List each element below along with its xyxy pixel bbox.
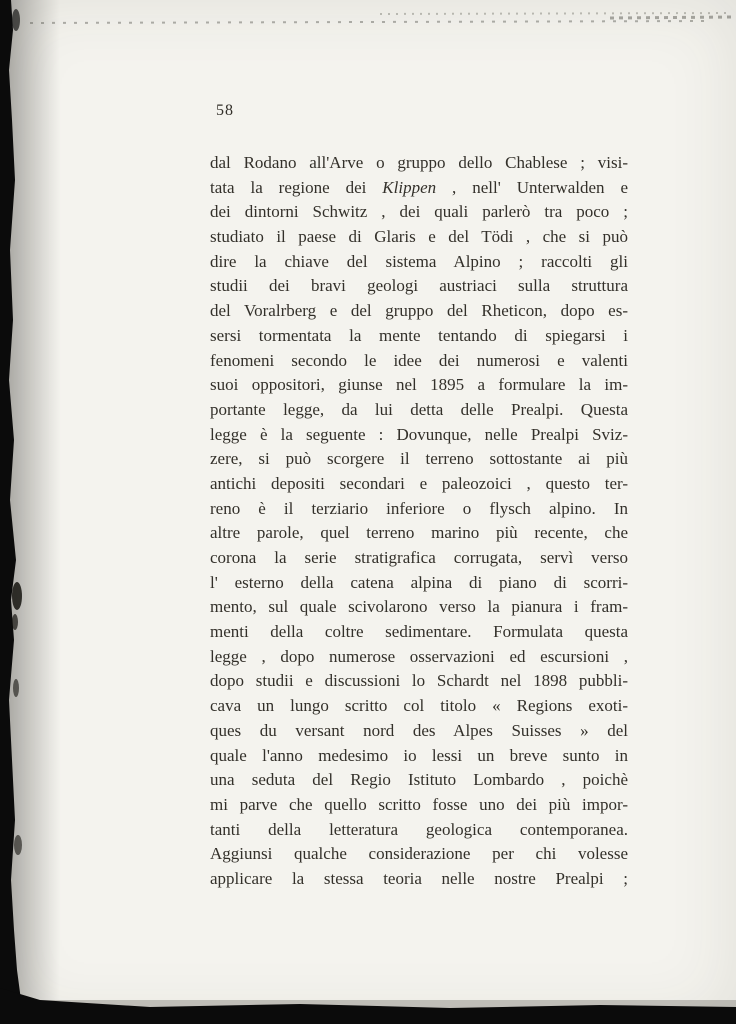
plain-text: mento, sul quale scivolarono verso la pianura i fram- [210,597,628,617]
ink-blob [12,582,22,610]
text-line [210,373,628,398]
text-line [210,645,628,670]
plain-text: studii dei bravi geologi austriaci sulla struttura [210,276,628,296]
ink-blob [12,614,18,630]
plain-text: sersi tormentata la mente tentando di spiegarsi i [210,325,628,345]
text-line [210,250,628,275]
text-line [210,151,628,176]
top-speckle-line [610,17,734,18]
plain-text: zere, si può scorgere il terreno sottostante ai più [210,449,628,469]
text-line [210,867,628,892]
plain-text: tata la regione dei [210,177,383,197]
plain-text: dei dintorni Schwitz , dei quali parlerò tra poco ; [210,202,628,222]
plain-text: antichi depositi secondari e paleozoici , questo ter- [210,473,628,493]
text-line [210,620,628,645]
text-line [210,768,628,793]
plain-text: , nell' Unterwalden e [436,177,628,197]
text-line [210,818,628,843]
text-line [210,299,628,324]
plain-text: studiato il paese di Glaris e del Tödi , che si può [210,227,628,247]
plain-text: corona la serie stratigrafica corrugata, servì verso [210,548,628,567]
text-line [210,595,628,620]
text-line [210,423,628,448]
plain-text: dopo studii e discussioni lo Schardt nel 1898 pubbli- [210,671,628,691]
plain-text: dal Rodano all'Arve o gruppo dello Chablese ; visi- [210,153,628,172]
plain-text: l' esterno della catena alpina di piano di scorri- [210,572,628,592]
text-line [210,447,628,472]
plain-text: applicare la stessa teoria nelle nostre Prealpi ; [210,868,628,888]
text-line [210,176,628,201]
text-line [210,744,628,769]
top-speckle-line [30,21,710,23]
text-line [210,793,628,818]
plain-text: del Voralrberg e del gruppo del Rheticon, dopo es- [210,301,628,321]
bottom-scan-bar [0,988,736,1024]
text-line [210,571,628,596]
plain-text: suoi oppositori, giunse nel 1895 a formulare la im- [210,375,628,395]
ink-blob [13,679,19,697]
binding-shadow [0,0,60,1024]
text-line [210,472,628,497]
text-line [210,694,628,719]
text-line [210,349,628,374]
plain-text: Aggiunsi qualche considerazione per chi volesse [210,844,628,864]
text-line [210,225,628,250]
plain-text: una seduta del Regio Istituto Lombardo , poichè [210,770,628,790]
text-line [210,398,628,423]
plain-text: legge è la seguente : Dovunque, nelle Prealpi Sviz- [210,424,628,444]
bottom-scan-blur [0,1000,736,1008]
text-line [210,669,628,694]
text-line [210,200,628,225]
top-speckle-line [380,13,732,14]
text-line [210,497,628,522]
text-line [210,842,628,867]
page-number: 58 [216,102,234,119]
plain-text: reno è il terziario inferiore o flysch alpino. In [210,498,628,518]
text-line [210,521,628,546]
text-line [210,324,628,349]
text-line [210,274,628,299]
plain-text: mi parve che quello scritto fosse uno dei più impor- [210,794,628,814]
plain-text: cava un lungo scritto col titolo « Regions exoti- [210,696,628,716]
ink-blob [12,9,20,31]
plain-text: tanti della letteratura geologica contemporanea. [210,819,628,839]
plain-text: fenomeni secondo le idee dei numerosi e valenti [210,350,628,370]
plain-text: ques du versant nord des Alpes Suisses » del [210,720,628,740]
binding-strip [0,0,25,1024]
plain-text: portante legge, da lui detta delle Prealpi. Questa [210,399,628,419]
plain-text: legge , dopo numerose osservazioni ed escursioni , [210,646,628,666]
plain-text: quale l'anno medesimo io lessi un breve sunto in [210,745,628,765]
plain-text: altre parole, quel terreno marino più recente, che [210,523,628,543]
text-line [210,719,628,744]
text-line [210,546,628,571]
page-text [210,151,628,892]
plain-text: dire la chiave del sistema Alpino ; raccolti gli [210,251,628,271]
italic-text: Klippen [382,177,437,197]
plain-text: menti della coltre sedimentare. Formulata questa [210,622,628,642]
ink-blob [14,835,22,855]
